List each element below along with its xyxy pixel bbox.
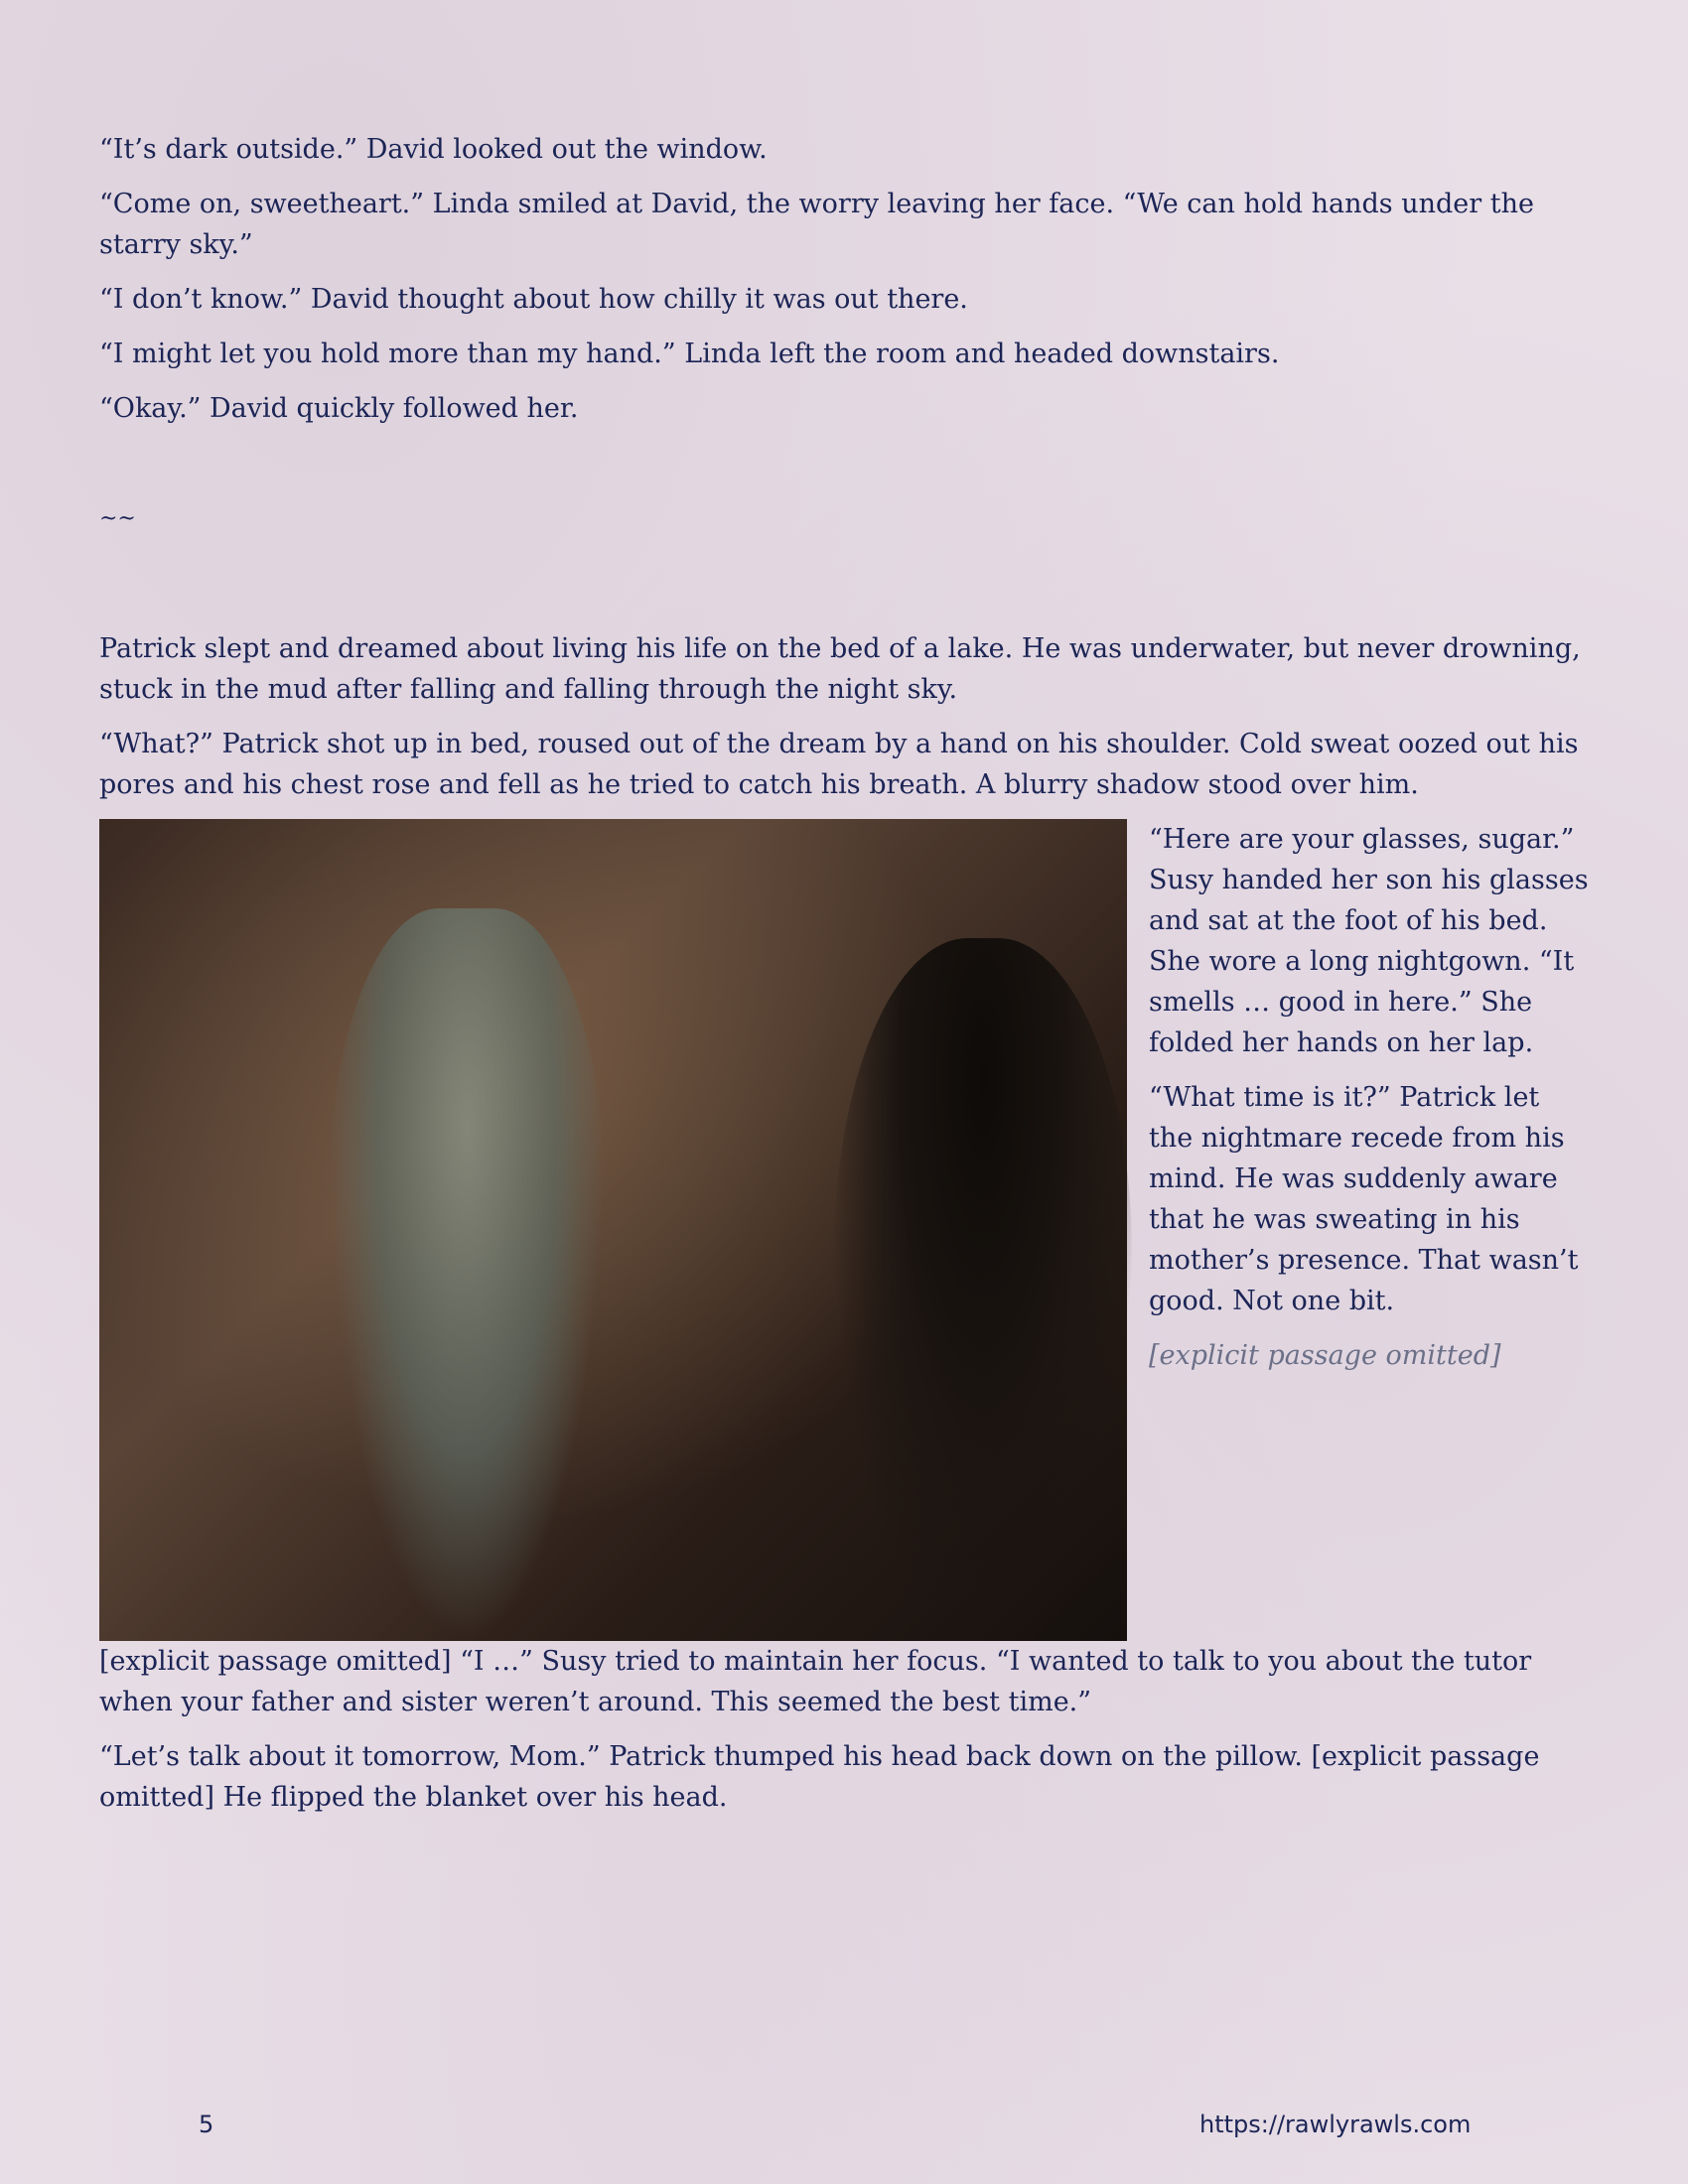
paragraph: “Here are your glasses, sugar.” Susy handed her son his glasses and sat at the foot of his bed. She wore a long nightgown. “It smells … good in here.” She folded her hands on her lap.	[1149, 824, 1589, 1058]
paragraph-redacted: [explicit passage omitted]	[1149, 1340, 1501, 1371]
paragraph: “Come on, sweetheart.” Linda smiled at David, the worry leaving her face. “We can hold hands under the starry sky.”	[99, 189, 1534, 260]
illustration-figure-woman	[328, 908, 606, 1643]
paragraph: “It’s dark outside.” David looked out the window.	[99, 134, 768, 165]
footer-url[interactable]: https://rawlyrawls.com	[1199, 2111, 1472, 2138]
figure-with-wrapped-text	[99, 819, 1589, 1641]
page-body	[99, 129, 1589, 1832]
page-number: 5	[199, 2111, 214, 2138]
paragraph: “Let’s talk about it tomorrow, Mom.” Patrick thumped his head back down on the pillow. [explicit passage omitted] He flipped the blanket over his head.	[99, 1741, 1540, 1813]
scene-separator: ~~	[99, 506, 136, 531]
paragraph: “I don’t know.” David thought about how chilly it was out there.	[99, 284, 968, 315]
paragraph: [explicit passage omitted] “I …” Susy tried to maintain her focus. “I wanted to talk to you about the tutor when your father and sister weren’t around. This seemed the best time.”	[99, 1646, 1532, 1717]
paragraph: “Okay.” David quickly followed her.	[99, 393, 579, 424]
illustration-figure-man	[834, 938, 1132, 1641]
paragraph: “I might let you hold more than my hand.” Linda left the room and headed downstairs.	[99, 339, 1280, 369]
paragraph: Patrick slept and dreamed about living his life on the bed of a lake. He was underwater, but never drowning, stuck in the mud after falling and falling through the night sky.	[99, 633, 1581, 705]
illustration	[99, 819, 1127, 1641]
paragraph: “What time is it?” Patrick let the nightmare recede from his mind. He was suddenly aware that he was sweating in his mother’s presence. That wasn’t good. Not one bit.	[1149, 1082, 1579, 1316]
paragraph: “What?” Patrick shot up in bed, roused out of the dream by a hand on his shoulder. Cold sweat oozed out his pores and his chest rose and fell as he tried to catch his breath. A blurry shadow stood over him.	[99, 729, 1579, 800]
wrapped-text-column	[1149, 819, 1589, 1390]
